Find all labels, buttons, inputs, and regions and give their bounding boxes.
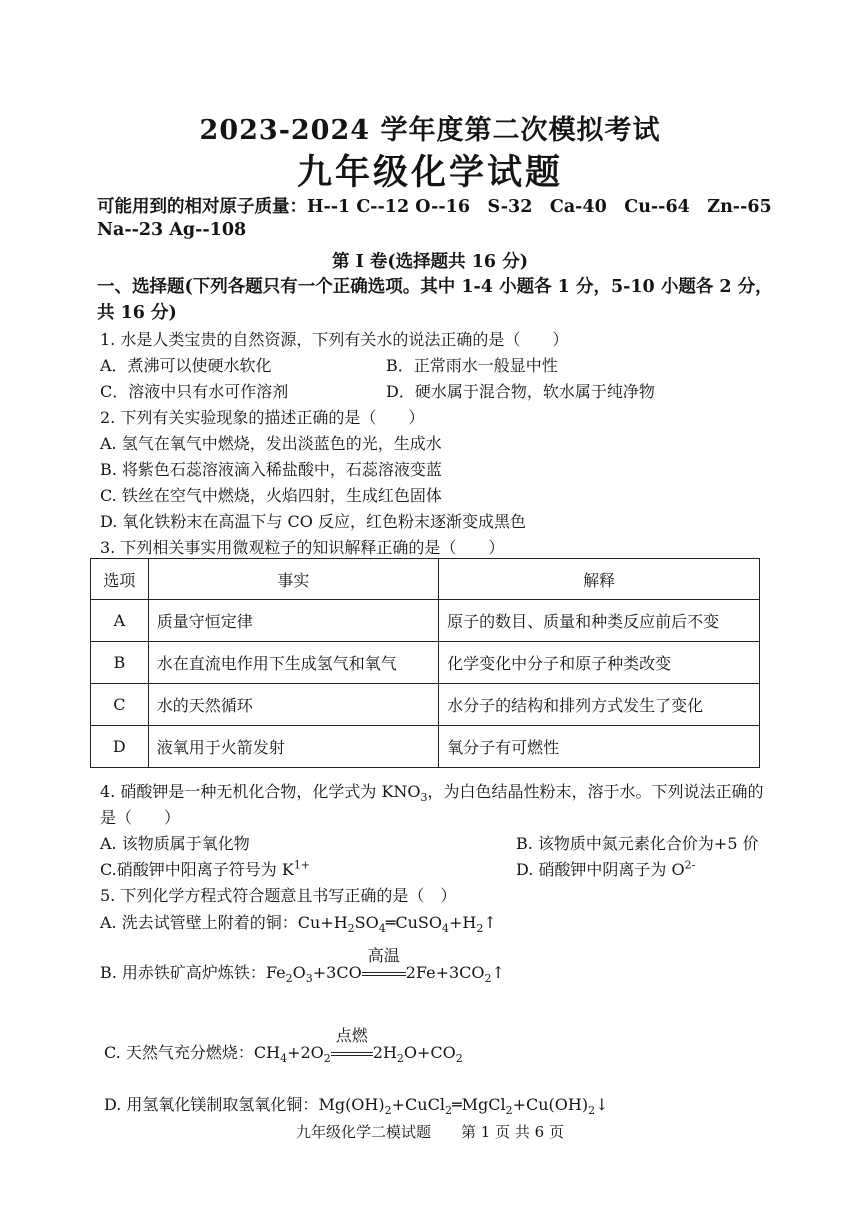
q5-stem: 5. 下列化学方程式符合题意且书写正确的是（ ） — [100, 886, 457, 905]
q5-option-b-condition: 高温 — [367, 946, 400, 965]
q5-option-d-equation: $Mg(OH)_2+CuCl_2═MgCl_2+Cu(OH)_2↓$ — [318, 1095, 609, 1118]
q5-option-a-equation: $Cu+H_2SO_4═CuSO_4+H_2↑$ — [297, 913, 497, 936]
q5-option-c-label: C. 天然气充分燃烧： — [104, 1043, 254, 1062]
q2-option-a: A. 氢气在氧气中燃烧，发出淡蓝色的光，生成水 — [100, 434, 442, 453]
q1-option-a: A．煮沸可以使硬水软化 — [100, 356, 272, 375]
table-cell-option: C — [91, 684, 149, 726]
table-header-row — [91, 559, 760, 600]
q5-option-c-condition: 点燃 — [335, 1026, 368, 1045]
q2-option-d: D. 氧化铁粉末在高温下与 CO 反应，红色粉末逐渐变成黑色 — [100, 512, 526, 531]
table-cell-option: A — [91, 600, 149, 642]
table-row — [91, 642, 760, 684]
table-cell-explanation: 化学变化中分子和原子种类改变 — [439, 642, 760, 684]
table-cell-explanation: 水分子的结构和排列方式发生了变化 — [439, 684, 760, 726]
table-cell-option: D — [91, 726, 149, 768]
q4-stem-subscript: 3 — [420, 791, 428, 805]
q5-option-c-equation: $CH_4+2O_2$ 点燃 $2H_2O+CO_2$ — [254, 1043, 463, 1062]
q5-option-a-label: A. 洗去试管壁上附着的铜： — [100, 913, 298, 932]
table-cell-fact: 质量守恒定律 — [148, 600, 438, 642]
q4-stem-text: 4. 硝酸钾是一种无机化合物，化学式为 KNO — [100, 782, 421, 801]
q4-option-c — [100, 857, 310, 880]
q3-table — [90, 558, 760, 768]
q4-stem-line-1 — [100, 779, 764, 804]
table-cell-fact: 水的天然循环 — [148, 684, 438, 726]
table-row — [91, 684, 760, 726]
atomic-mass-line-2: Na--23 Ag--108 — [97, 220, 247, 240]
q5-option-c — [104, 1026, 463, 1066]
q4-option-d-charge: 2- — [684, 858, 696, 872]
table-cell-option: B — [91, 642, 149, 684]
table-row — [91, 600, 760, 642]
q4-stem-line-2: 是（ ） — [100, 808, 181, 827]
q5-option-b-equation: $Fe_2O_3+3CO$ 高温 $2Fe+3CO_2↑$ — [266, 963, 505, 982]
q4-option-b: B. 该物质中氮元素化合价为+5 价 — [516, 834, 759, 853]
volume-title: 第 I 卷(选择题共 16 分) — [332, 252, 528, 272]
table-cell-fact: 水在直流电作用下生成氢气和氧气 — [148, 642, 438, 684]
table-cell-fact: 液氧用于火箭发射 — [148, 726, 438, 768]
exam-title: 2023-2024 学年度第二次模拟考试 — [199, 115, 661, 146]
q4-option-c-text: C.硝酸钾中阳离子符号为 K — [100, 860, 294, 879]
q5-option-b-label: B. 用赤铁矿高炉炼铁： — [100, 963, 266, 982]
q5-option-d-label: D. 用氢氧化镁制取氢氧化铜： — [104, 1095, 319, 1114]
table-cell-explanation: 原子的数目、质量和种类反应前后不变 — [439, 600, 760, 642]
q4-stem-text-cont: ，为白色结晶性粉末，溶于水。下列说法正确的 — [427, 782, 764, 801]
q1-option-b: B．正常雨水一般显中性 — [386, 356, 558, 375]
exam-subtitle: 九年级化学试题 — [296, 152, 563, 193]
q3-stem: 3. 下列相关事实用微观粒子的知识解释正确的是（ ） — [100, 538, 505, 557]
q1-option-c: C．溶液中只有水可作溶剂 — [100, 382, 289, 401]
header-cell-explanation: 解释 — [439, 559, 760, 600]
q1-option-d: D．硬水属于混合物，软水属于纯净物 — [386, 382, 655, 401]
section-instruction-line-1: 一、选择题(下列各题只有一个正确选项。其中 1-4 小题各 1 分，5-10 小题各 2 分， — [97, 277, 773, 297]
header-cell-option: 选项 — [91, 559, 149, 600]
table-row — [91, 726, 760, 768]
table-cell-explanation: 氧分子有可燃性 — [439, 726, 760, 768]
section-instruction-line-2: 共 16 分) — [97, 303, 177, 323]
q1-stem: 1. 水是人类宝贵的自然资源，下列有关水的说法正确的是（ ） — [100, 330, 569, 349]
q4-option-d — [516, 857, 695, 880]
q4-option-c-charge: 1+ — [293, 858, 311, 872]
q5-option-d — [104, 1092, 608, 1117]
q2-option-c: C. 铁丝在空气中燃烧，火焰四射，生成红色固体 — [100, 486, 442, 505]
q5-option-b — [100, 946, 505, 986]
q4-option-d-text: D. 硝酸钾中阴离子为 O — [516, 860, 685, 879]
q2-option-b: B. 将紫色石蕊溶液滴入稀盐酸中，石蕊溶液变蓝 — [100, 460, 442, 479]
page-footer: 九年级化学二模试题 第 1 页 共 6 页 — [296, 1123, 564, 1141]
q2-stem: 2. 下列有关实验现象的描述正确的是（ ） — [100, 408, 425, 427]
atomic-mass-line-1: 可能用到的相对原子质量：H--1 C--12 O--16 S-32 Ca-40 Cu--64 Zn--65 — [97, 197, 772, 217]
header-cell-fact: 事实 — [148, 559, 438, 600]
q5-option-a — [100, 910, 497, 935]
q4-option-a: A. 该物质属于氧化物 — [100, 834, 250, 853]
